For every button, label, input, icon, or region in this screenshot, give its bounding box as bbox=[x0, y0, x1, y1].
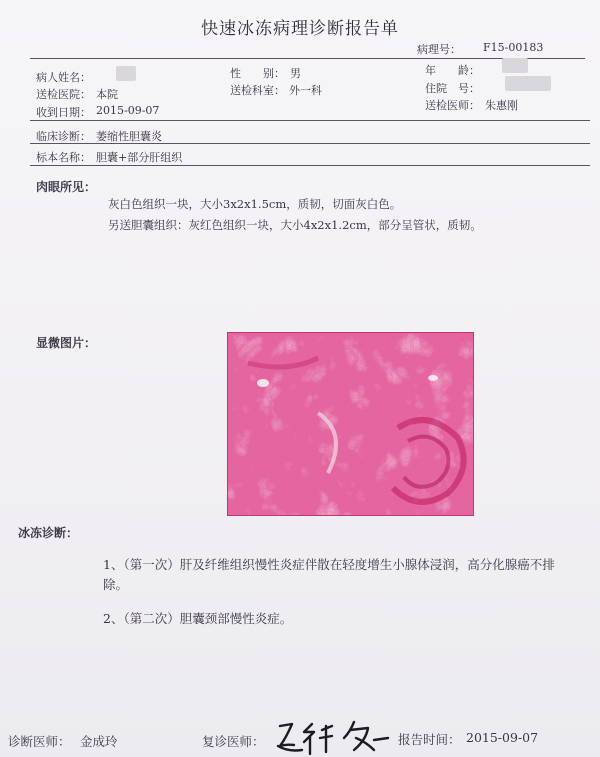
clinical-diagnosis-label: 临床诊断： bbox=[36, 130, 91, 143]
received-date-label: 收到日期： bbox=[36, 106, 91, 119]
divider bbox=[30, 143, 590, 144]
report-time: 2015-09-07 bbox=[466, 730, 539, 745]
handwritten-signature bbox=[270, 718, 400, 756]
report-title: 快速冰冻病理诊断报告单 bbox=[201, 19, 399, 39]
divider bbox=[30, 120, 590, 121]
sex-label: 性 别： bbox=[230, 67, 285, 80]
bed-no-label: 住院 号： bbox=[425, 82, 480, 95]
report-time-label: 报告时间： bbox=[398, 732, 461, 747]
review-doctor-label: 复诊医师： bbox=[202, 734, 265, 749]
gross-line-2: 另送胆囊组织：灰红色组织一块，大小4x2x1.2cm，部分呈管状，质韧。 bbox=[108, 218, 482, 232]
frozen-diagnosis-item-1-cont: 除。 bbox=[103, 577, 129, 592]
divider bbox=[30, 165, 590, 166]
patient-name-label: 病人姓名： bbox=[36, 71, 91, 84]
hospital-value: 本院 bbox=[96, 88, 118, 101]
redacted-name bbox=[116, 66, 136, 81]
frozen-diagnosis-item-2: 2、（第二次）胆囊颈部慢性炎症。 bbox=[103, 611, 293, 626]
micrograph-image bbox=[227, 332, 474, 516]
sex-value: 男 bbox=[290, 67, 301, 80]
specimen-label: 标本名称： bbox=[36, 151, 91, 164]
gross-line-1: 灰白色组织一块，大小3x2x1.5cm，质韧，切面灰白色。 bbox=[108, 197, 402, 211]
diagnosis-doctor: 金成玲 bbox=[80, 734, 118, 749]
specimen-value: 胆囊+部分肝组织 bbox=[96, 151, 183, 164]
age-label: 年 龄： bbox=[425, 64, 480, 77]
pathology-no: F15-00183 bbox=[483, 41, 544, 54]
received-date: 2015-09-07 bbox=[96, 104, 160, 117]
frozen-diagnosis-heading: 冰冻诊断： bbox=[18, 526, 79, 540]
frozen-diagnosis-item-1: 1、（第一次）肝及纤维组织慢性炎症伴散在轻度增生小腺体浸润，高分化腺癌不排 bbox=[103, 557, 555, 572]
clinical-diagnosis: 萎缩性胆囊炎 bbox=[96, 130, 162, 143]
gross-heading: 肉眼所见： bbox=[36, 180, 97, 194]
dept-label: 送检科室： bbox=[230, 84, 285, 97]
microscopy-heading: 显微图片： bbox=[36, 336, 97, 350]
redacted-bed-no bbox=[505, 76, 551, 91]
dept-value: 外一科 bbox=[289, 84, 322, 97]
pathology-no-label: 病理号： bbox=[417, 43, 461, 56]
doctor-value: 朱惠刚 bbox=[485, 99, 518, 112]
doctor-label: 送检医师： bbox=[425, 99, 480, 112]
diagnosis-doctor-label: 诊断医师： bbox=[8, 734, 71, 749]
hospital-label: 送检医院： bbox=[36, 88, 91, 101]
redacted-age bbox=[502, 58, 528, 73]
